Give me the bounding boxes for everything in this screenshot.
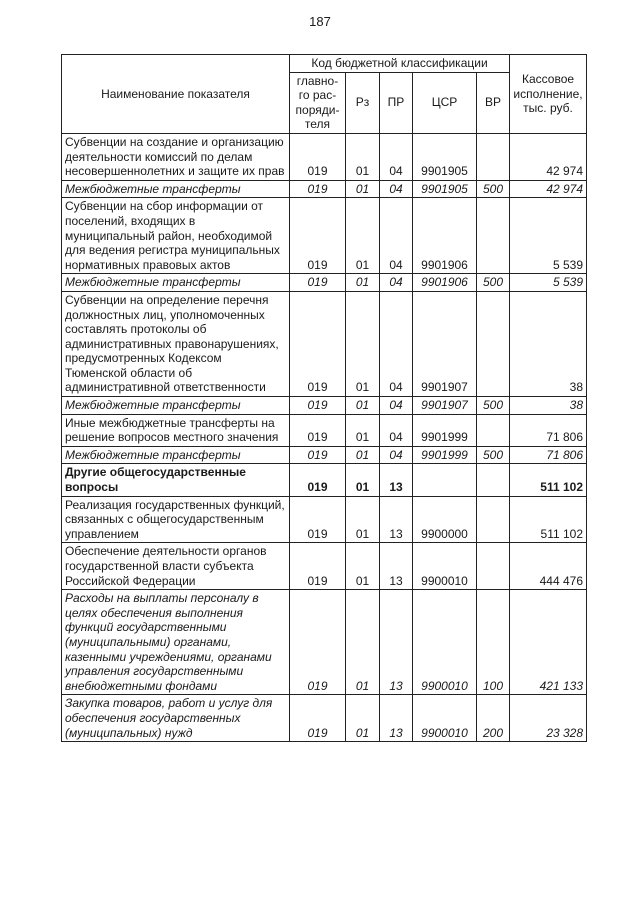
cell-name: Реализация государственных функций, связанных с общегосударственным управлением xyxy=(62,496,290,543)
cell-rz: 01 xyxy=(346,291,380,396)
cell-vr xyxy=(477,414,510,446)
cell-name: Другие общегосударственные вопросы xyxy=(62,464,290,496)
cell-csr: 9900000 xyxy=(413,496,477,543)
cell-glav: 019 xyxy=(290,446,346,464)
cell-name: Субвенции на сбор информации от поселений, входящих в муниципальный район, необходимой для ведения регистра муниципальных нормативных правовых актов xyxy=(62,198,290,274)
cell-rz: 01 xyxy=(346,180,380,198)
cell-glav: 019 xyxy=(290,180,346,198)
cell-rz: 01 xyxy=(346,274,380,292)
cell-vr xyxy=(477,198,510,274)
header-row-1 xyxy=(62,55,587,73)
cell-name: Межбюджетные трансферты xyxy=(62,274,290,292)
cell-rz: 01 xyxy=(346,198,380,274)
cell-csr: 9901999 xyxy=(413,446,477,464)
cell-rz: 01 xyxy=(346,397,380,415)
cell-sum: 38 xyxy=(510,397,587,415)
table-row xyxy=(62,274,587,292)
cell-pr: 04 xyxy=(380,291,413,396)
header-sum: Кассовое исполнение, тыс. руб. xyxy=(510,55,587,134)
cell-csr: 9900010 xyxy=(413,695,477,742)
cell-pr: 13 xyxy=(380,695,413,742)
page-number: 187 xyxy=(309,14,331,29)
cell-csr: 9901906 xyxy=(413,198,477,274)
cell-sum: 71 806 xyxy=(510,446,587,464)
cell-csr: 9901906 xyxy=(413,274,477,292)
table-row xyxy=(62,446,587,464)
cell-csr: 9901907 xyxy=(413,291,477,396)
budget-table xyxy=(61,54,587,742)
cell-vr: 500 xyxy=(477,446,510,464)
cell-csr: 9901999 xyxy=(413,414,477,446)
cell-name: Закупка товаров, работ и услуг для обеспечения государственных (муниципальных) нужд xyxy=(62,695,290,742)
cell-pr: 04 xyxy=(380,414,413,446)
cell-vr xyxy=(477,133,510,180)
table-row xyxy=(62,133,587,180)
cell-csr: 9901907 xyxy=(413,397,477,415)
cell-pr: 04 xyxy=(380,274,413,292)
header-name: Наименование показателя xyxy=(62,55,290,134)
cell-pr: 04 xyxy=(380,446,413,464)
cell-rz: 01 xyxy=(346,464,380,496)
cell-pr: 13 xyxy=(380,464,413,496)
cell-glav: 019 xyxy=(290,414,346,446)
cell-glav: 019 xyxy=(290,291,346,396)
header-glav: главно-го рас-поряди-теля xyxy=(290,72,346,133)
cell-rz: 01 xyxy=(346,543,380,590)
cell-glav: 019 xyxy=(290,397,346,415)
cell-glav: 019 xyxy=(290,198,346,274)
cell-rz: 01 xyxy=(346,133,380,180)
table-row xyxy=(62,198,587,274)
table-row xyxy=(62,496,587,543)
cell-glav: 019 xyxy=(290,590,346,695)
cell-rz: 01 xyxy=(346,414,380,446)
cell-sum: 5 539 xyxy=(510,198,587,274)
cell-pr: 13 xyxy=(380,496,413,543)
cell-rz: 01 xyxy=(346,496,380,543)
cell-name: Расходы на выплаты персоналу в целях обеспечения выполнения функций государственными (муниципальными) органами, казенными учреждениями, органами управления государственными внебюджетными фондами xyxy=(62,590,290,695)
cell-vr: 200 xyxy=(477,695,510,742)
cell-sum: 444 476 xyxy=(510,543,587,590)
cell-sum: 23 328 xyxy=(510,695,587,742)
cell-glav: 019 xyxy=(290,695,346,742)
cell-pr: 04 xyxy=(380,198,413,274)
cell-rz: 01 xyxy=(346,695,380,742)
cell-sum: 5 539 xyxy=(510,274,587,292)
table-row xyxy=(62,543,587,590)
table-row xyxy=(62,291,587,396)
cell-vr: 500 xyxy=(477,397,510,415)
header-vr: ВР xyxy=(477,72,510,133)
cell-csr: 9900010 xyxy=(413,590,477,695)
table-row xyxy=(62,464,587,496)
cell-name: Субвенции на определение перечня должностных лиц, уполномоченных составлять протоколы об административных правонарушениях, предусмотренных Кодексом Тюменской области об административной ответственности xyxy=(62,291,290,396)
cell-name: Межбюджетные трансферты xyxy=(62,446,290,464)
cell-name: Субвенции на создание и организацию деятельности комиссий по делам несовершеннолетних и защите их прав xyxy=(62,133,290,180)
cell-vr: 500 xyxy=(477,180,510,198)
table-body xyxy=(62,133,587,741)
cell-glav: 019 xyxy=(290,543,346,590)
cell-pr: 13 xyxy=(380,590,413,695)
header-rz: Рз xyxy=(346,72,380,133)
cell-rz: 01 xyxy=(346,446,380,464)
cell-sum: 421 133 xyxy=(510,590,587,695)
cell-sum: 511 102 xyxy=(510,496,587,543)
cell-sum: 511 102 xyxy=(510,464,587,496)
cell-csr: 9900010 xyxy=(413,543,477,590)
table-row xyxy=(62,414,587,446)
cell-csr: 9901905 xyxy=(413,180,477,198)
cell-name: Межбюджетные трансферты xyxy=(62,397,290,415)
cell-vr xyxy=(477,543,510,590)
cell-name: Обеспечение деятельности органов государственной власти субъекта Российской Федерации xyxy=(62,543,290,590)
cell-pr: 13 xyxy=(380,543,413,590)
header-pr: ПР xyxy=(380,72,413,133)
cell-name: Иные межбюджетные трансферты на решение вопросов местного значения xyxy=(62,414,290,446)
cell-vr xyxy=(477,496,510,543)
cell-vr: 500 xyxy=(477,274,510,292)
cell-glav: 019 xyxy=(290,496,346,543)
table-row xyxy=(62,695,587,742)
cell-sum: 42 974 xyxy=(510,180,587,198)
table-row xyxy=(62,180,587,198)
cell-sum: 71 806 xyxy=(510,414,587,446)
cell-name: Межбюджетные трансферты xyxy=(62,180,290,198)
cell-pr: 04 xyxy=(380,397,413,415)
cell-csr xyxy=(413,464,477,496)
table-row xyxy=(62,590,587,695)
cell-vr xyxy=(477,291,510,396)
header-csr: ЦСР xyxy=(413,72,477,133)
cell-pr: 04 xyxy=(380,133,413,180)
cell-sum: 38 xyxy=(510,291,587,396)
cell-glav: 019 xyxy=(290,133,346,180)
header-group: Код бюджетной классификации xyxy=(290,55,510,73)
cell-rz: 01 xyxy=(346,590,380,695)
cell-sum: 42 974 xyxy=(510,133,587,180)
cell-csr: 9901905 xyxy=(413,133,477,180)
cell-vr: 100 xyxy=(477,590,510,695)
cell-pr: 04 xyxy=(380,180,413,198)
cell-glav: 019 xyxy=(290,464,346,496)
cell-glav: 019 xyxy=(290,274,346,292)
table-row xyxy=(62,397,587,415)
cell-vr xyxy=(477,464,510,496)
